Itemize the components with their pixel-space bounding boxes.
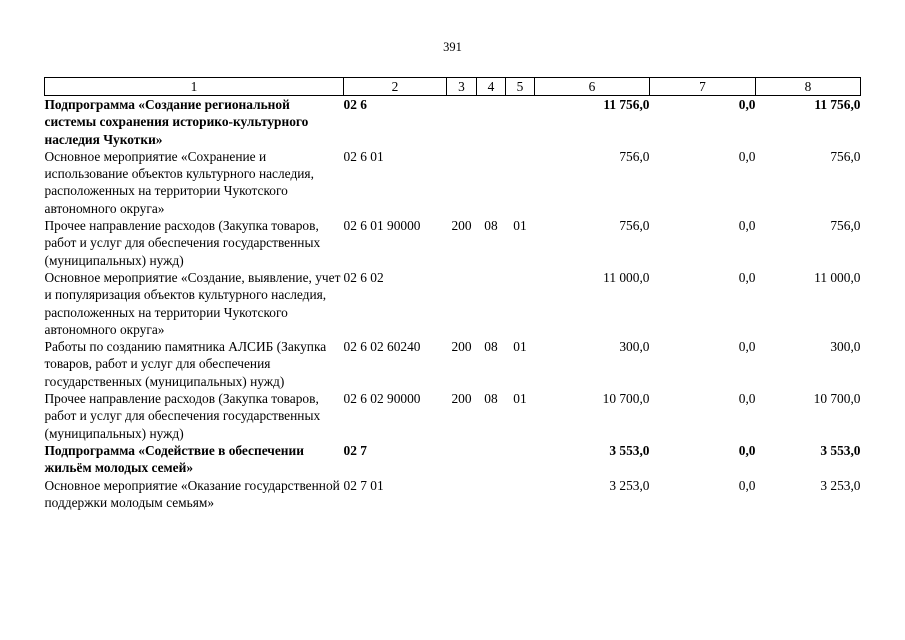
row-value-8: 300,0 <box>830 339 861 355</box>
table-row <box>45 217 861 269</box>
row-code: 02 7 01 <box>343 477 384 493</box>
row-col-5 <box>506 269 535 338</box>
row-value-8: 3 553,0 <box>820 442 861 458</box>
row-code: 02 6 <box>343 97 367 112</box>
header-col-3: 3 <box>447 78 477 96</box>
row-code: 02 6 02 90000 <box>343 391 421 407</box>
row-value-7: 0,0 <box>738 391 756 407</box>
table-row <box>45 269 861 338</box>
row-col-4 <box>477 477 506 512</box>
row-col-5: 01 <box>513 218 527 234</box>
row-name: Работы по созданию памятника АЛСИБ (Закупка товаров, работ и услуг для обеспечения государственных (муниципальных) нужд) <box>44 339 327 389</box>
row-col-4: 08 <box>484 218 498 234</box>
row-value-8: 11 756,0 <box>814 97 861 112</box>
row-value-8: 756,0 <box>830 148 861 164</box>
row-col-4 <box>477 96 506 148</box>
header-col-1: 1 <box>45 78 344 96</box>
row-name: Основное мероприятие «Сохранение и использование объектов культурного наследия, расположенных на территории Чукотского автономного округа» <box>44 148 314 216</box>
row-col-5: 01 <box>513 391 527 407</box>
table-row <box>45 442 861 477</box>
table-body <box>45 96 861 512</box>
row-name: Подпрограмма «Содействие в обеспечении жильём молодых семей» <box>44 442 304 476</box>
row-code: 02 6 02 60240 <box>343 339 421 355</box>
row-name: Основное мероприятие «Оказание государственной поддержки молодым семьям» <box>44 477 340 510</box>
row-value-7: 0,0 <box>738 339 756 355</box>
row-value-8: 3 253,0 <box>820 477 861 493</box>
row-value-8: 756,0 <box>830 218 861 234</box>
row-col-4: 08 <box>484 339 498 355</box>
row-col-4 <box>477 148 506 217</box>
header-row <box>45 78 861 96</box>
row-value-8: 11 000,0 <box>814 269 861 285</box>
row-col-5 <box>506 148 535 217</box>
header-col-7: 7 <box>650 78 756 96</box>
table-row <box>45 148 861 217</box>
row-col-3 <box>447 442 477 477</box>
header-col-6: 6 <box>535 78 650 96</box>
row-col-5 <box>506 96 535 148</box>
row-col-3 <box>447 269 477 338</box>
page-number: 391 <box>443 40 462 54</box>
row-col-3 <box>447 96 477 148</box>
row-code: 02 6 02 <box>343 269 384 285</box>
row-value-7: 0,0 <box>738 97 756 112</box>
row-col-3 <box>447 477 477 512</box>
table-row <box>45 96 861 148</box>
row-value-8: 10 700,0 <box>813 391 861 407</box>
row-col-5: 01 <box>513 339 527 355</box>
row-col-4 <box>477 269 506 338</box>
row-code: 02 6 01 <box>343 148 384 164</box>
header-col-4: 4 <box>477 78 506 96</box>
header-col-8: 8 <box>756 78 861 96</box>
row-name: Подпрограмма «Создание региональной системы сохранения историко-культурного наследия Чукотки» <box>44 97 309 147</box>
row-value-7: 0,0 <box>738 148 756 164</box>
row-col-3: 200 <box>451 218 472 234</box>
budget-table <box>44 77 861 511</box>
row-value-6: 756,0 <box>619 218 650 234</box>
row-col-3 <box>447 148 477 217</box>
row-col-3: 200 <box>451 391 472 407</box>
table-row <box>45 477 861 512</box>
row-name: Прочее направление расходов (Закупка товаров, работ и услуг для обеспечения государственных (муниципальных) нужд) <box>44 391 321 441</box>
row-name: Прочее направление расходов (Закупка товаров, работ и услуг для обеспечения государственных (муниципальных) нужд) <box>44 218 321 268</box>
row-name: Основное мероприятие «Создание, выявление, учет и популяризация объектов культурного наследия, расположенных на территории Чукотского автономного округа» <box>44 269 341 337</box>
row-value-7: 0,0 <box>738 477 756 493</box>
row-col-4 <box>477 442 506 477</box>
row-value-7: 0,0 <box>738 269 756 285</box>
row-code: 02 7 <box>343 442 367 458</box>
row-value-6: 300,0 <box>619 339 650 355</box>
row-value-6: 11 756,0 <box>603 97 650 112</box>
row-value-6: 11 000,0 <box>603 269 650 285</box>
row-col-4: 08 <box>484 391 498 407</box>
row-code: 02 6 01 90000 <box>343 218 421 234</box>
row-value-6: 3 253,0 <box>609 477 650 493</box>
header-col-2: 2 <box>344 78 447 96</box>
table-row <box>45 390 861 442</box>
row-value-6: 756,0 <box>619 148 650 164</box>
row-value-7: 0,0 <box>738 218 756 234</box>
row-col-5 <box>506 442 535 477</box>
row-value-6: 10 700,0 <box>602 391 650 407</box>
table-row <box>45 338 861 390</box>
row-value-6: 3 553,0 <box>609 442 650 458</box>
header-col-5: 5 <box>506 78 535 96</box>
row-col-3: 200 <box>451 339 472 355</box>
row-value-7: 0,0 <box>738 442 756 458</box>
row-col-5 <box>506 477 535 512</box>
